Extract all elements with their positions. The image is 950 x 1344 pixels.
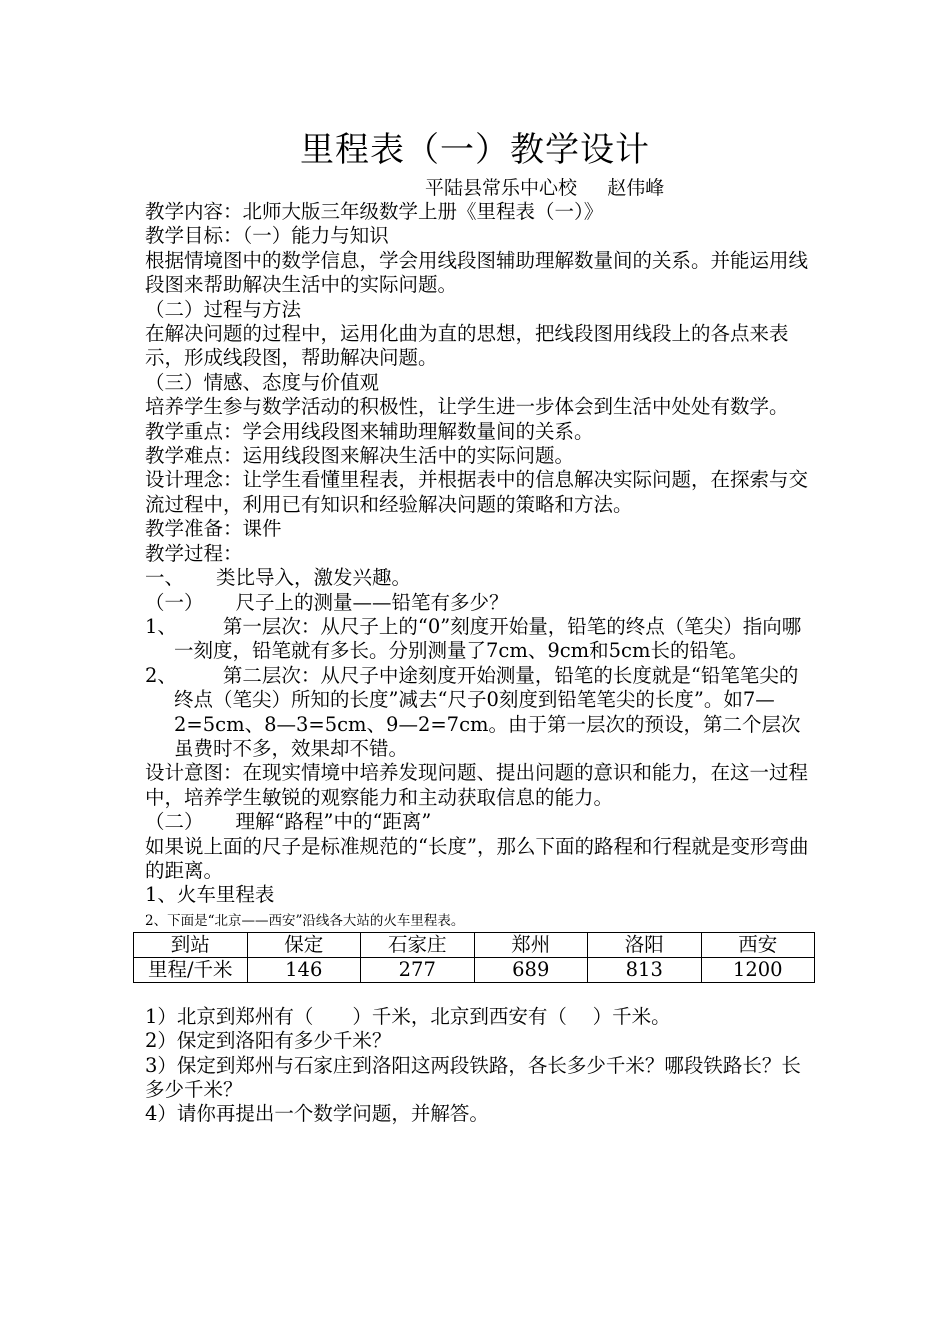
table-cell: 813 bbox=[588, 957, 702, 982]
paragraph: （二）过程与方法 bbox=[145, 297, 302, 321]
paragraph: 教学难点：运用线段图来解决生活中的实际问题。 bbox=[145, 444, 575, 468]
page-title: 里程表（一）教学设计 bbox=[300, 130, 650, 170]
paragraph: 教学过程： bbox=[145, 541, 243, 565]
question: 4）请你再提出一个数学问题，并解答。 bbox=[145, 1102, 489, 1126]
list-number: 1、 bbox=[145, 614, 177, 638]
subsection-text: 理解“路程”中的“距离” bbox=[235, 810, 432, 834]
paragraph: 教学目标：（一）能力与知识 bbox=[145, 224, 389, 248]
paragraph: 教学准备：课件 bbox=[145, 517, 282, 541]
paragraph: （三）情感、态度与价值观 bbox=[145, 370, 380, 394]
paragraph: 根据情境图中的数学信息，学会用线段图辅助理解数量间的关系。并能运用线段图来帮助解决生活中的实际问题。 bbox=[145, 248, 809, 297]
subsection-number: （二） bbox=[145, 810, 204, 834]
document-body bbox=[145, 200, 810, 1127]
question: 3）保定到郑州与石家庄到洛阳这两段铁路，各长多少千米？哪段铁路长？长多少千米？ bbox=[145, 1053, 801, 1101]
heading-train: 1、火车里程表 bbox=[145, 883, 275, 907]
table-cell: 1200 bbox=[701, 957, 815, 982]
subsection-text: 尺子上的测量——铅笔有多少？ bbox=[235, 590, 509, 614]
table-caption: 2、下面是“北京——西安”沿线各大站的火车里程表。 bbox=[145, 912, 465, 929]
table-row bbox=[134, 957, 815, 982]
list-item bbox=[145, 615, 810, 664]
question: 1）北京到郑州有（ ）千米，北京到西安有（ ）千米。 bbox=[145, 1004, 671, 1028]
question: 2）保定到洛阳有多少千米？ bbox=[145, 1029, 392, 1053]
paragraph: 设计意图：在现实情境中培养发现问题、提出问题的意识和能力，在这一过程中，培养学生敏锐的观察能力和主动获取信息的能力。 bbox=[145, 761, 809, 809]
subsection-heading bbox=[145, 591, 810, 615]
subsection-heading bbox=[145, 810, 810, 834]
table-cell: 277 bbox=[361, 957, 475, 982]
table-cell: 郑州 bbox=[474, 932, 588, 957]
table-cell: 146 bbox=[247, 957, 361, 982]
table-cell: 西安 bbox=[701, 932, 815, 957]
author-line: 平陆县常乐中心校 赵伟峰 bbox=[425, 177, 665, 199]
section-number: 一、 bbox=[145, 566, 185, 590]
paragraph: 培养学生参与数学活动的积极性，让学生进一步体会到生活中处处有数学。 bbox=[145, 395, 789, 419]
subsection-number: （一） bbox=[145, 590, 204, 614]
spacer bbox=[145, 983, 810, 1005]
table-cell: 保定 bbox=[247, 932, 361, 957]
paragraph: 教学重点：学会用线段图来辅助理解数量间的关系。 bbox=[145, 419, 594, 443]
list-text: 第一层次：从尺子上的“0”刻度开始量，铅笔的终点（笔尖）指向哪一刻度，铅笔就有多长。分别测量了7cm、9cm和5cm长的铅笔。 bbox=[174, 614, 802, 663]
paragraph: 如果说上面的尺子是标准规范的“长度”，那么下面的路程和行程就是变形弯曲的距离。 bbox=[145, 834, 809, 882]
list-item bbox=[145, 664, 810, 762]
table-cell: 石家庄 bbox=[361, 932, 475, 957]
paragraph: 在解决问题的过程中，运用化曲为直的思想，把线段图用线段上的各点来表示，形成线段图，帮助解决问题。 bbox=[145, 322, 789, 370]
table-cell: 到站 bbox=[134, 932, 248, 957]
section-heading bbox=[145, 566, 810, 590]
table-header-row bbox=[134, 932, 815, 957]
list-number: 2、 bbox=[145, 663, 177, 687]
section-text: 类比导入，激发兴趣。 bbox=[216, 566, 412, 590]
table-cell: 689 bbox=[474, 957, 588, 982]
table-cell: 洛阳 bbox=[588, 932, 702, 957]
table-cell: 里程/千米 bbox=[134, 957, 248, 982]
paragraph: 教学内容：北师大版三年级数学上册《里程表（一）》 bbox=[145, 200, 604, 223]
list-text: 第二层次：从尺子中途刻度开始测量，铅笔的长度就是“铅笔笔尖的终点（笔尖）所知的长度”减去“尺子0刻度到铅笔笔尖的长度”。如7—2=5cm、8—3=5cm、9—2=7cm。由于第一层次的预设，第二个层次虽费时不多，效果却不错。 bbox=[174, 663, 801, 760]
paragraph: 设计理念：让学生看懂里程表，并根据表中的信息解决实际问题，在探索与交流过程中，利用已有知识和经验解决问题的策略和方法。 bbox=[145, 468, 809, 516]
mileage-table bbox=[133, 932, 815, 983]
